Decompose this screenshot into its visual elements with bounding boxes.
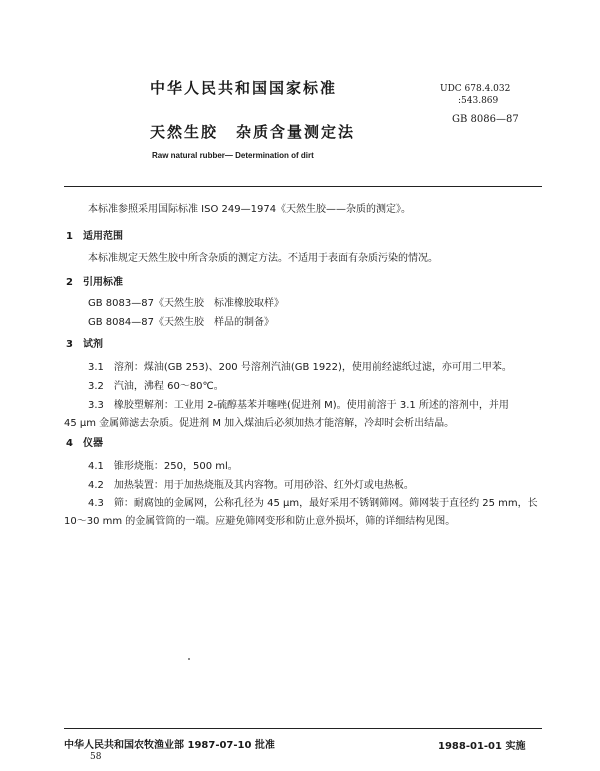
bottom-divider	[64, 728, 542, 729]
english-title: Raw natural rubber— Determination of dirt	[152, 151, 314, 160]
scan-speck	[188, 658, 190, 660]
section-4-3-line1: 4.3 筛：耐腐蚀的金属网，公称孔径为 45 μm，最好采用不锈钢筛网。筛网装于直径约 25 mm，长	[88, 498, 538, 509]
section-1-text: 本标准规定天然生胶中所含杂质的测定方法。不适用于表面有杂质污染的情况。	[88, 253, 438, 264]
title-part1: 天然生胶	[150, 123, 219, 141]
approval-note: 中华人民共和国农牧渔业部 1987-07-10 批准	[64, 740, 275, 751]
intro-paragraph: 本标准参照采用国际标准 ISO 249—1974《天然生胶——杂质的测定》。	[88, 204, 412, 215]
title-part2: 杂质含量测定法	[236, 123, 356, 141]
section-4-3-line2: 10～30 mm 的金属管筒的一端。应避免筛网变形和防止意外损坏，筛的详细结构见图。	[64, 516, 456, 527]
section-4-1: 4.1 锥形烧瓶：250，500 ml。	[88, 461, 238, 472]
section-4-heading: 4 仪器	[66, 438, 103, 449]
section-2-reference-2: GB 8084—87《天然生胶 样品的制备》	[88, 317, 274, 328]
section-2-reference-1: GB 8083—87《天然生胶 标准橡胶取样》	[88, 298, 284, 309]
implementation-date: 1988-01-01 实施	[438, 741, 526, 752]
section-1-heading: 1 适用范围	[66, 231, 123, 242]
document-title	[150, 121, 355, 142]
section-4-2: 4.2 加热装置：用于加热烧瓶及其内容物。可用砂浴、红外灯或电热板。	[88, 480, 414, 491]
standard-title: 中华人民共和国国家标准	[150, 79, 338, 97]
section-3-2: 3.2 汽油，沸程 60～80℃。	[88, 381, 224, 392]
section-2-heading: 2 引用标准	[66, 277, 123, 288]
udc-code-line1: UDC 678.4.032	[440, 84, 511, 94]
section-3-3-line1: 3.3 橡胶塑解剂：工业用 2-硫醇基苯并噻唑(促进剂 M)。使用前溶于 3.1 所述的溶剂中，并用	[88, 400, 509, 411]
top-divider	[64, 186, 542, 187]
udc-code-line2: :543.869	[458, 96, 499, 106]
section-3-1: 3.1 溶剂：煤油(GB 253)、200 号溶剂汽油(GB 1922)，使用前经滤纸过滤，亦可用二甲苯。	[88, 362, 512, 373]
gb-number: GB 8086—87	[452, 114, 519, 125]
section-3-3-line2: 45 μm 金属筛滤去杂质。促进剂 M 加入煤油后必须加热才能溶解，冷却时会析出结晶。	[64, 418, 455, 429]
section-3-heading: 3 试剂	[66, 339, 103, 350]
page-number: 58	[90, 752, 102, 762]
